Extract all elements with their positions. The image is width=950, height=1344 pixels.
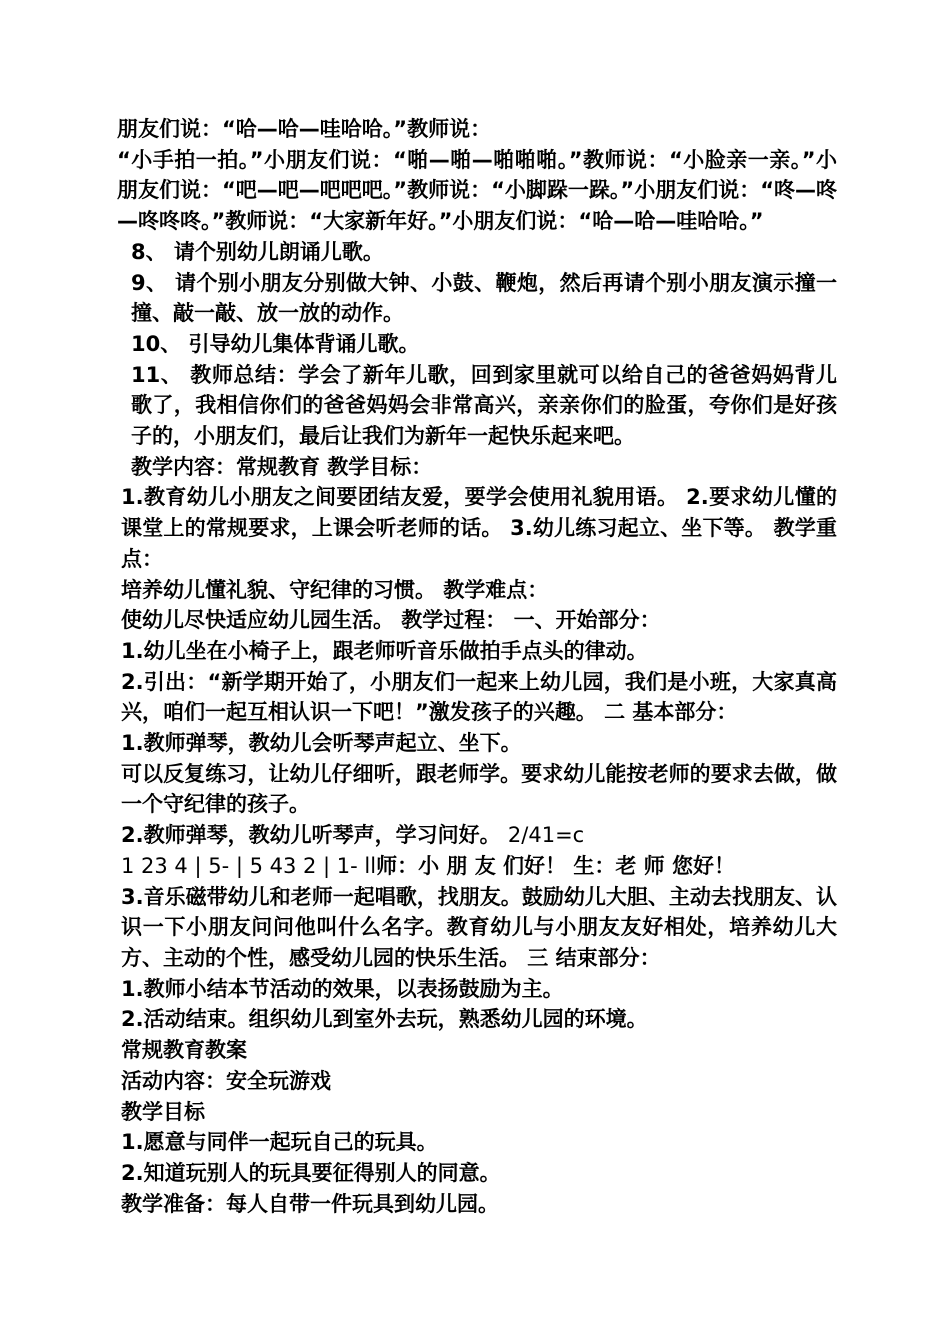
list-item: 3.音乐磁带幼儿和老师一起唱歌，找朋友。鼓励幼儿大胆、主动去找朋友、认识一下小朋友问问他叫什么名字。教育幼儿与小朋友友好相处，培养幼儿大方、主动的个性，感受幼儿园的快乐生活。 三 结束部分： bbox=[121, 884, 837, 970]
music-notation bbox=[117, 851, 837, 882]
list-item: 2.活动结束。组织幼儿到室外去玩，熟悉幼儿园的环境。 bbox=[121, 1007, 648, 1032]
list-item: 10、 引导幼儿集体背诵儿歌。 bbox=[131, 331, 420, 356]
list-item: 1.教师小结本节活动的效果，以表扬鼓励为主。 bbox=[121, 976, 564, 1001]
music-key: 2/41=c bbox=[507, 823, 585, 848]
paragraph: 培养幼儿懂礼貌、守纪律的习惯。 教学难点： bbox=[121, 577, 549, 602]
lyrics: 师：小 朋 友 们好！ 生：老 师 您好！ bbox=[376, 853, 735, 878]
paragraph: 使幼儿尽快适应幼儿园生活。 教学过程： 一、开始部分： bbox=[121, 608, 661, 633]
list-item: 2.引出：“新学期开始了，小朋友们一起来上幼儿园，我们是小班，大家真高兴，咱们一起互相认识一下吧！”激发孩子的兴趣。 二 基本部分： bbox=[121, 669, 837, 725]
list-item: 8、 请个别幼儿朗诵儿歌。 bbox=[131, 239, 384, 264]
paragraph: 活动内容：安全玩游戏 bbox=[121, 1068, 331, 1093]
list-item: 1.愿意与同伴一起玩自己的玩具。 bbox=[121, 1130, 438, 1155]
paragraph: “小手拍一拍。”小朋友们说：“啪—啪—啪啪啪。”教师说：“小脸亲一亲。”小朋友们说：“吧—吧—吧吧吧。”教师说：“小脚跺一跺。”小朋友们说：“咚—咚—咚咚咚。”教师说：“大家新年好。”小朋友们说：“哈—哈—哇哈哈。” bbox=[117, 147, 838, 234]
paragraph: 教学准备：每人自带一件玩具到幼儿园。 bbox=[121, 1191, 499, 1216]
list-item: 9、 请个别小朋友分别做大钟、小鼓、鞭炮，然后再请个别小朋友演示撞一撞、敲一敲、放一放的动作。 bbox=[131, 270, 837, 326]
music-notes: 1 23 4 | 5- | 5 43 2 | 1- ll bbox=[121, 853, 377, 878]
list-item-text: 2.教师弹琴，教幼儿听琴声，学习问好。 bbox=[121, 823, 501, 848]
list-item: 1.幼儿坐在小椅子上，跟老师听音乐做拍手点头的律动。 bbox=[121, 638, 648, 663]
paragraph: 朋友们说：“哈—哈—哇哈哈。”教师说： bbox=[117, 117, 492, 141]
section-heading: 常规教育教案 bbox=[121, 1038, 247, 1063]
list-item: 2.知道玩别人的玩具要征得别人的同意。 bbox=[121, 1160, 501, 1185]
paragraph: 1.教育幼儿小朋友之间要团结友爱，要学会使用礼貌用语。 2.要求幼儿懂的课堂上的常规要求，上课会听老师的话。 3.幼儿练习起立、坐下等。 教学重点： bbox=[121, 485, 837, 571]
list-item: 1.教师弹琴，教幼儿会听琴声起立、坐下。 bbox=[121, 731, 522, 756]
list-item: 11、 教师总结：学会了新年儿歌，回到家里就可以给自己的爸爸妈妈背儿歌了，我相信你们的爸爸妈妈会非常高兴，亲亲你们的脸蛋，夸你们是好孩子的，小朋友们，最后让我们为新年一起快乐起来吧。 bbox=[131, 362, 837, 449]
paragraph: 可以反复练习，让幼儿仔细听，跟老师学。要求幼儿能按老师的要求去做，做一个守纪律的孩子。 bbox=[121, 761, 837, 817]
document-body bbox=[117, 114, 837, 1219]
list-item bbox=[117, 820, 837, 851]
section-heading: 教学内容：常规教育 教学目标： bbox=[131, 454, 433, 479]
section-heading: 教学目标 bbox=[121, 1099, 205, 1124]
